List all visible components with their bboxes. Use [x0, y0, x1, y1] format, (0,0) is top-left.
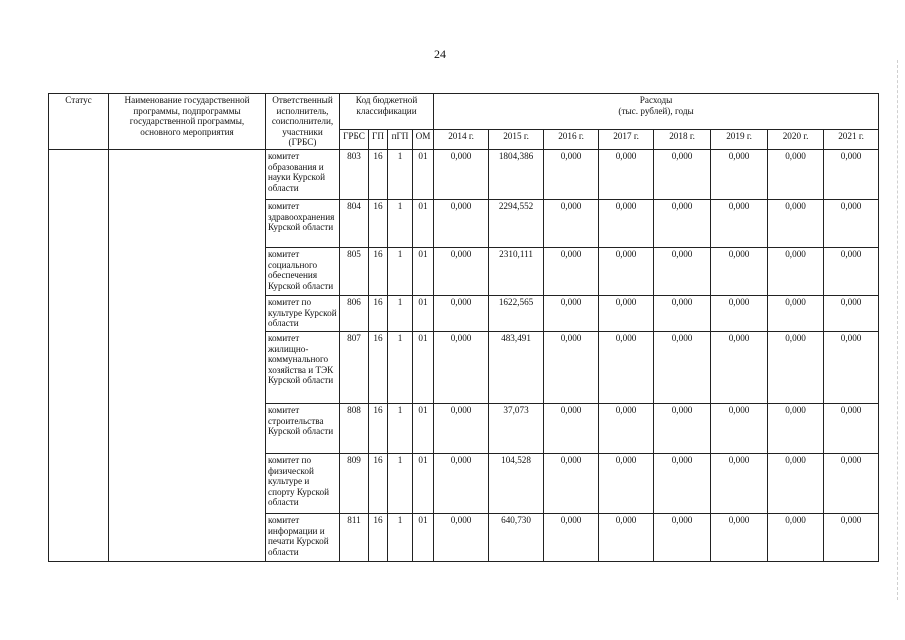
executor-cell: комитет образования и науки Курской области — [266, 149, 340, 199]
value-2014: 0,000 — [434, 295, 489, 331]
pgp-cell: 1 — [388, 403, 413, 453]
value-2019: 0,000 — [711, 453, 768, 513]
value-2019: 0,000 — [711, 295, 768, 331]
value-2016: 0,000 — [544, 247, 599, 295]
value-2014: 0,000 — [434, 403, 489, 453]
header-year-2017: 2017 г. — [599, 129, 654, 149]
value-2018: 0,000 — [654, 149, 711, 199]
value-2014: 0,000 — [434, 149, 489, 199]
value-2015: 104,528 — [489, 453, 544, 513]
value-2017: 0,000 — [599, 513, 654, 561]
header-year-2019: 2019 г. — [711, 129, 768, 149]
pgp-cell: 1 — [388, 331, 413, 403]
value-2018: 0,000 — [654, 513, 711, 561]
value-2016: 0,000 — [544, 295, 599, 331]
om-cell: 01 — [413, 199, 434, 247]
om-cell: 01 — [413, 513, 434, 561]
executor-cell: комитет информации и печати Курской области — [266, 513, 340, 561]
header-year-2015: 2015 г. — [489, 129, 544, 149]
gp-cell: 16 — [369, 295, 388, 331]
value-2016: 0,000 — [544, 403, 599, 453]
program-name-cell — [109, 149, 266, 561]
value-2019: 0,000 — [711, 149, 768, 199]
header-status: Статус — [49, 94, 109, 150]
value-2016: 0,000 — [544, 331, 599, 403]
value-2019: 0,000 — [711, 513, 768, 561]
header-code-pgp: пГП — [388, 129, 413, 149]
header-expenses-title: Расходы — [639, 95, 673, 105]
value-2014: 0,000 — [434, 331, 489, 403]
om-cell: 01 — [413, 295, 434, 331]
grbs-cell: 808 — [340, 403, 369, 453]
value-2019: 0,000 — [711, 331, 768, 403]
header-code-om: ОМ — [413, 129, 434, 149]
page-edge-dash — [897, 60, 899, 600]
value-2020: 0,000 — [768, 247, 824, 295]
value-2014: 0,000 — [434, 513, 489, 561]
executor-cell: комитет по культуре Курской области — [266, 295, 340, 331]
value-2021: 0,000 — [824, 149, 879, 199]
pgp-cell: 1 — [388, 149, 413, 199]
header-year-2018: 2018 г. — [654, 129, 711, 149]
pgp-cell: 1 — [388, 453, 413, 513]
value-2021: 0,000 — [824, 513, 879, 561]
header-budget-code: Код бюджетной классификации — [340, 94, 434, 130]
value-2021: 0,000 — [824, 331, 879, 403]
gp-cell: 16 — [369, 149, 388, 199]
value-2017: 0,000 — [599, 295, 654, 331]
om-cell: 01 — [413, 453, 434, 513]
value-2019: 0,000 — [711, 403, 768, 453]
value-2017: 0,000 — [599, 331, 654, 403]
value-2015: 640,730 — [489, 513, 544, 561]
executor-cell: комитет здравоохранения Курской области — [266, 199, 340, 247]
header-year-2020: 2020 г. — [768, 129, 824, 149]
header-executor: Ответственный исполнитель, соисполнители, участники (ГРБС) — [266, 94, 340, 150]
header-expenses-units: (тыс. рублей), годы — [618, 105, 694, 116]
pgp-cell: 1 — [388, 295, 413, 331]
value-2021: 0,000 — [824, 403, 879, 453]
value-2020: 0,000 — [768, 453, 824, 513]
value-2019: 0,000 — [711, 247, 768, 295]
value-2021: 0,000 — [824, 199, 879, 247]
header-year-2016: 2016 г. — [544, 129, 599, 149]
table-row — [49, 149, 879, 199]
value-2018: 0,000 — [654, 403, 711, 453]
executor-cell: комитет строительства Курской области — [266, 403, 340, 453]
grbs-cell: 807 — [340, 331, 369, 403]
pgp-cell: 1 — [388, 513, 413, 561]
gp-cell: 16 — [369, 247, 388, 295]
value-2018: 0,000 — [654, 331, 711, 403]
executor-cell: комитет социального обеспечения Курской области — [266, 247, 340, 295]
gp-cell: 16 — [369, 403, 388, 453]
header-code-grbs: ГРБС — [340, 129, 369, 149]
value-2016: 0,000 — [544, 199, 599, 247]
value-2015: 1622,565 — [489, 295, 544, 331]
value-2015: 37,073 — [489, 403, 544, 453]
value-2015: 483,491 — [489, 331, 544, 403]
executor-cell: комитет жилищно-коммунального хозяйства и ТЭК Курской области — [266, 331, 340, 403]
value-2020: 0,000 — [768, 331, 824, 403]
value-2014: 0,000 — [434, 453, 489, 513]
value-2018: 0,000 — [654, 453, 711, 513]
value-2021: 0,000 — [824, 453, 879, 513]
status-cell — [49, 149, 109, 561]
value-2016: 0,000 — [544, 149, 599, 199]
gp-cell: 16 — [369, 453, 388, 513]
value-2017: 0,000 — [599, 453, 654, 513]
grbs-cell: 805 — [340, 247, 369, 295]
om-cell: 01 — [413, 149, 434, 199]
value-2018: 0,000 — [654, 199, 711, 247]
value-2020: 0,000 — [768, 149, 824, 199]
gp-cell: 16 — [369, 199, 388, 247]
grbs-cell: 804 — [340, 199, 369, 247]
header-name: Наименование государственной программы, подпрограммы государственной программы, основного мероприятия — [109, 94, 266, 150]
budget-table — [48, 93, 879, 562]
value-2017: 0,000 — [599, 403, 654, 453]
page-number: 24 — [434, 47, 446, 61]
value-2014: 0,000 — [434, 199, 489, 247]
executor-cell: комитет по физической культуре и спорту Курской области — [266, 453, 340, 513]
om-cell: 01 — [413, 247, 434, 295]
value-2021: 0,000 — [824, 295, 879, 331]
value-2018: 0,000 — [654, 295, 711, 331]
value-2014: 0,000 — [434, 247, 489, 295]
grbs-cell: 806 — [340, 295, 369, 331]
grbs-cell: 803 — [340, 149, 369, 199]
pgp-cell: 1 — [388, 199, 413, 247]
value-2015: 1804,386 — [489, 149, 544, 199]
value-2020: 0,000 — [768, 199, 824, 247]
value-2020: 0,000 — [768, 513, 824, 561]
value-2020: 0,000 — [768, 295, 824, 331]
grbs-cell: 809 — [340, 453, 369, 513]
value-2015: 2310,111 — [489, 247, 544, 295]
value-2017: 0,000 — [599, 149, 654, 199]
header-year-2021: 2021 г. — [824, 129, 879, 149]
value-2015: 2294,552 — [489, 199, 544, 247]
gp-cell: 16 — [369, 513, 388, 561]
value-2017: 0,000 — [599, 199, 654, 247]
om-cell: 01 — [413, 331, 434, 403]
pgp-cell: 1 — [388, 247, 413, 295]
header-year-2014: 2014 г. — [434, 129, 489, 149]
value-2016: 0,000 — [544, 453, 599, 513]
om-cell: 01 — [413, 403, 434, 453]
header-code-gp: ГП — [369, 129, 388, 149]
value-2017: 0,000 — [599, 247, 654, 295]
value-2018: 0,000 — [654, 247, 711, 295]
gp-cell: 16 — [369, 331, 388, 403]
value-2016: 0,000 — [544, 513, 599, 561]
value-2019: 0,000 — [711, 199, 768, 247]
value-2021: 0,000 — [824, 247, 879, 295]
value-2020: 0,000 — [768, 403, 824, 453]
grbs-cell: 811 — [340, 513, 369, 561]
header-row-top — [49, 94, 879, 130]
header-expenses — [434, 94, 879, 130]
